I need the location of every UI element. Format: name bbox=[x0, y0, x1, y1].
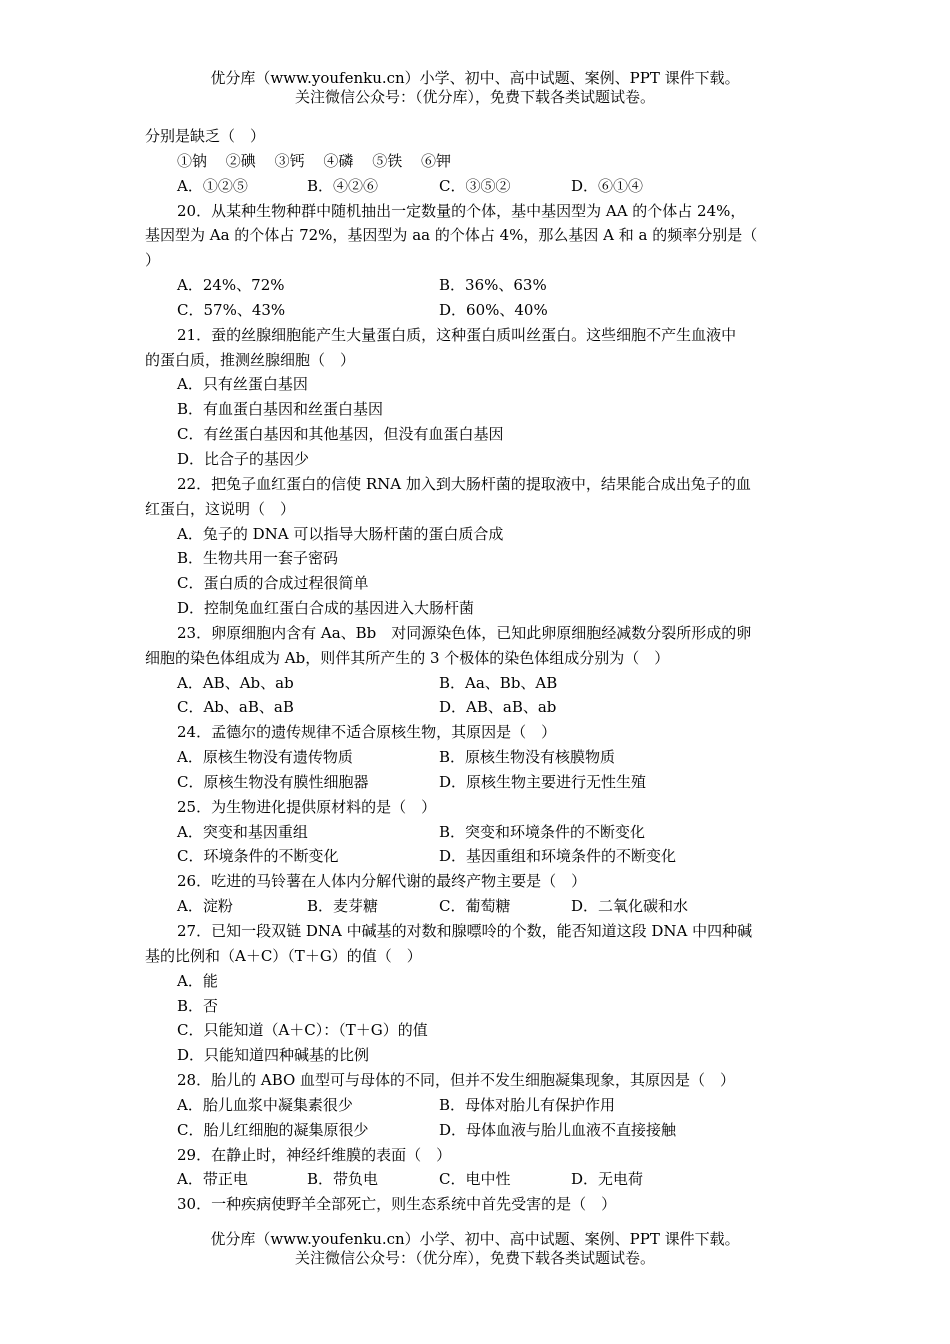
q24-option-a: A．原核生物没有遗传物质 bbox=[177, 748, 353, 767]
q20-option-d: D．60%、40% bbox=[439, 300, 548, 319]
q26-option-b: B．麦芽糖 bbox=[307, 897, 379, 916]
q23-stem-2: 细胞的染色体组成为 Ab，则伴其所产生的 3 个极体的染色体组成分别为（ ） bbox=[145, 648, 670, 667]
q25-option-a: A．突变和基因重组 bbox=[177, 822, 308, 841]
q28-option-c: C．胎儿红细胞的凝集原很少 bbox=[177, 1120, 369, 1139]
q19-items bbox=[145, 149, 810, 174]
q22-stem-1: 22．把兔子血红蛋白的信使 RNA 加入到大肠杆菌的提取液中，结果能合成出兔子的血 bbox=[177, 474, 751, 493]
q22-option-b: B．生物共用一套子密码 bbox=[177, 549, 339, 568]
q21-stem-1: 21．蚕的丝腺细胞能产生大量蛋白质，这种蛋白质叫丝蛋白。这些细胞不产生血液中 bbox=[177, 325, 737, 344]
q20-option-b: B．36%、63% bbox=[439, 276, 547, 295]
q20-option-a: A．24%、72% bbox=[177, 276, 285, 295]
q21-option-a: A．只有丝蛋白基因 bbox=[177, 375, 308, 394]
q19-item: ⑥钾 bbox=[420, 151, 451, 170]
q20-options-row-2 bbox=[145, 298, 810, 323]
q20-stem-2: 基因型为 Aa 的个体占 72%，基因型为 aa 的个体占 4%，那么基因 A 和 a 的频率分别是（ bbox=[145, 226, 758, 245]
q25-option-b: B．突变和环境条件的不断变化 bbox=[439, 822, 646, 841]
q22-option-d: D．控制兔血红蛋白合成的基因进入大肠杆菌 bbox=[177, 599, 475, 618]
q26-option-d: D．二氧化碳和水 bbox=[571, 897, 689, 916]
footer-line-2: 关注微信公众号：（优分库），免费下载各类试题试卷。 bbox=[294, 1249, 655, 1267]
q23-option-d: D．AB、aB、ab bbox=[439, 698, 557, 717]
q27-stem-2: 基的比例和（A＋C）（T＋G）的值（ ） bbox=[145, 946, 422, 965]
q29-option-b: B．带负电 bbox=[307, 1170, 379, 1189]
q19-item: ②碘 bbox=[225, 151, 256, 170]
q25-option-c: C．环境条件的不断变化 bbox=[177, 847, 339, 866]
footer-line-1: 优分库（www.youfenku.cn）小学、初中、高中试题、案例、PPT 课件下载。 bbox=[210, 1230, 740, 1248]
q28-stem: 28．胎儿的 ABO 血型可与母体的不同，但并不发生细胞凝集现象，其原因是（ ） bbox=[177, 1071, 736, 1090]
q24-stem: 24．孟德尔的遗传规律不适合原核生物，其原因是（ ） bbox=[177, 723, 557, 742]
q25-option-d: D．基因重组和环境条件的不断变化 bbox=[439, 847, 677, 866]
q29-option-c: C．电中性 bbox=[439, 1170, 511, 1189]
q19-option-a: A．①②⑤ bbox=[177, 176, 248, 195]
q21-option-d: D．比合子的基因少 bbox=[177, 449, 310, 468]
q25-options-row-2 bbox=[145, 844, 810, 869]
q28-option-d: D．母体血液与胎儿血液不直接接触 bbox=[439, 1120, 677, 1139]
q28-options-row-1 bbox=[145, 1093, 810, 1118]
q20-option-c: C．57%、43% bbox=[177, 300, 286, 319]
q26-option-c: C．葡萄糖 bbox=[439, 897, 511, 916]
q24-option-d: D．原核生物主要进行无性生殖 bbox=[439, 772, 647, 791]
q29-stem: 29．在静止时，神经纤维膜的表面（ ） bbox=[177, 1145, 452, 1164]
q28-options-row-2 bbox=[145, 1118, 810, 1143]
q24-option-c: C．原核生物没有膜性细胞器 bbox=[177, 772, 369, 791]
q20-stem-1: 20．从某种生物种群中随机抽出一定数量的个体，基中基因型为 AA 的个体占 24%， bbox=[177, 201, 746, 220]
q25-options-row-1 bbox=[145, 820, 810, 845]
q26-stem: 26．吃进的马铃薯在人体内分解代谢的最终产物主要是（ ） bbox=[177, 872, 587, 891]
q27-option-b: B．否 bbox=[177, 996, 219, 1015]
q28-option-a: A．胎儿血浆中凝集素很少 bbox=[177, 1095, 353, 1114]
q19-item: ⑤铁 bbox=[372, 151, 403, 170]
q28-option-b: B．母体对胎儿有保护作用 bbox=[439, 1095, 616, 1114]
q19-option-b: B．④②⑥ bbox=[307, 176, 379, 195]
q27-option-d: D．只能知道四种碱基的比例 bbox=[177, 1046, 370, 1065]
question-list bbox=[145, 124, 810, 1217]
q19-item: ④磷 bbox=[323, 151, 354, 170]
q27-option-c: C．只能知道（A＋C）：（T＋G）的值 bbox=[177, 1021, 428, 1040]
q25-stem: 25．为生物进化提供原材料的是（ ） bbox=[177, 797, 437, 816]
q23-option-a: A．AB、Ab、ab bbox=[177, 673, 294, 692]
q22-option-c: C．蛋白质的合成过程很简单 bbox=[177, 574, 369, 593]
q24-options-row-2 bbox=[145, 770, 810, 795]
q21-option-b: B．有血蛋白基因和丝蛋白基因 bbox=[177, 400, 384, 419]
q26-option-a: A．淀粉 bbox=[177, 897, 233, 916]
q26-options bbox=[145, 894, 810, 919]
q29-options bbox=[145, 1167, 810, 1192]
q30-stem: 30．一种疾病使野羊全部死亡，则生态系统中首先受害的是（ ） bbox=[177, 1195, 617, 1214]
q20-options-row-1 bbox=[145, 273, 810, 298]
q27-option-a: A．能 bbox=[177, 971, 218, 990]
header-line-1: 优分库（www.youfenku.cn）小学、初中、高中试题、案例、PPT 课件下载。 bbox=[210, 69, 740, 87]
q23-option-b: B．Aa、Bb、AB bbox=[439, 673, 558, 692]
q21-stem-2: 的蛋白质，推测丝腺细胞（ ） bbox=[145, 350, 356, 369]
q24-option-b: B．原核生物没有核膜物质 bbox=[439, 748, 616, 767]
q19-option-d: D．⑥①④ bbox=[571, 176, 644, 195]
q20-stem-3: ） bbox=[145, 251, 161, 270]
q27-stem-1: 27．已知一段双链 DNA 中碱基的对数和腺嘌呤的个数，能否知道这段 DNA 中四种碱 bbox=[177, 922, 753, 940]
q24-options-row-1 bbox=[145, 745, 810, 770]
q23-options-row-1 bbox=[145, 671, 810, 696]
q19-item: ①钠 bbox=[177, 151, 208, 170]
header-line-2: 关注微信公众号：（优分库），免费下载各类试题试卷。 bbox=[294, 88, 655, 106]
q23-options-row-2 bbox=[145, 695, 810, 720]
q23-stem-1: 23．卵原细胞内含有 Aa、Bb 对同源染色体，已知此卵原细胞经减数分裂所形成的卵 bbox=[177, 623, 752, 642]
q23-option-c: C．Ab、aB、aB bbox=[177, 698, 294, 717]
q19-options bbox=[145, 174, 810, 199]
q19-item: ③钙 bbox=[274, 151, 305, 170]
q19-continuation: 分别是缺乏（ ） bbox=[145, 127, 266, 145]
q22-option-a: A．兔子的 DNA 可以指导大肠杆菌的蛋白质合成 bbox=[177, 524, 504, 543]
q19-option-c: C．③⑤② bbox=[439, 176, 511, 195]
page-footer bbox=[0, 1230, 950, 1268]
q29-option-a: A．带正电 bbox=[177, 1170, 248, 1189]
q22-stem-2: 红蛋白，这说明（ ） bbox=[145, 499, 296, 518]
q21-option-c: C．有丝蛋白基因和其他基因，但没有血蛋白基因 bbox=[177, 425, 504, 444]
page-header bbox=[0, 69, 950, 107]
q29-option-d: D．无电荷 bbox=[571, 1170, 644, 1189]
